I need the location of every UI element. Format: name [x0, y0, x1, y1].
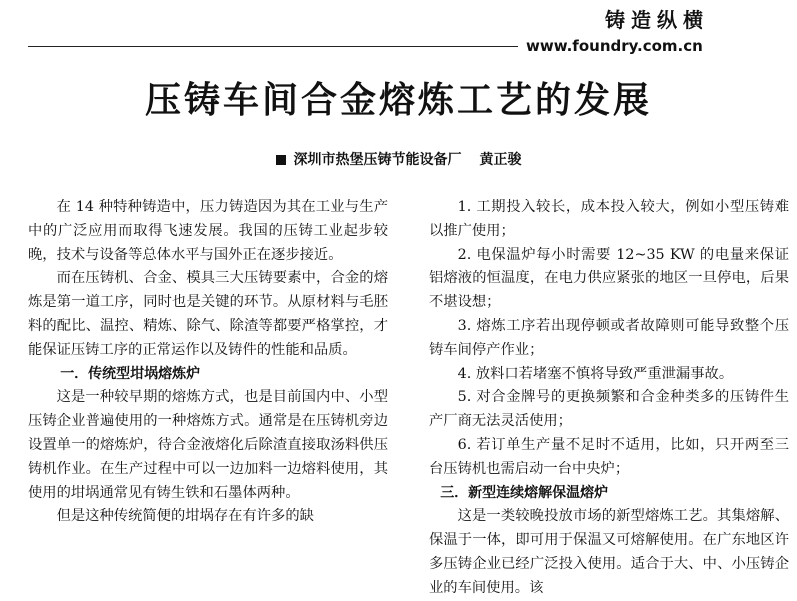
affiliation: 深圳市热堡压铸节能设备厂 — [293, 152, 462, 168]
right-column — [429, 196, 789, 601]
bullet-square-icon — [276, 155, 286, 165]
author: 黄正骏 — [479, 152, 522, 168]
list-item: 1. 工期投入较长，成本投入较大，例如小型压铸难以推广使用； — [429, 199, 789, 239]
list-item: 2. 电保温炉每小时需要 12~35 KW 的电量来保证铝熔液的恒温度，在电力供应紧张的地区一旦停电，后果不堪设想； — [429, 246, 789, 311]
byline — [0, 149, 797, 169]
list-item: 6. 若订单生产量不足时不适用，比如，只开两至三台压铸机也需启动一台中央炉； — [429, 436, 789, 477]
journal-brand: 铸造纵横 — [605, 8, 709, 32]
paragraph: 而在压铸机、合金、模具三大压铸要素中，合金的熔炼是第一道工序，同时也是关键的环节。从原材料与毛胚料的配比、温控、精炼、除气、除渣等都要严格掌控，才能保证压铸工序的正常运作以及铸件的性能和品质。 — [28, 270, 388, 358]
header-rule — [28, 46, 518, 47]
article-title: 压铸车间合金熔炼工艺的发展 — [144, 80, 652, 121]
paragraph: 这是一类较晚投放市场的新型熔炼工艺。其集熔解、保温于一体，即可用于保温又可熔解使用。在广东地区许多压铸企业已经广泛投入使用。适合于大、中、小压铸企业的车间使用。该 — [429, 508, 789, 596]
section-heading: 三．新型连续熔解保温熔炉 — [440, 484, 609, 501]
paragraph: 但是这种传统简便的坩埚存在有许多的缺 — [56, 508, 314, 525]
list-item: 5. 对合金牌号的更换频繁和合金种类多的压铸件生产厂商无法灵活使用； — [429, 389, 789, 430]
list-item: 3. 熔炼工序若出现停顿或者故障则可能导致整个压铸车间停产作业； — [429, 317, 789, 358]
section-heading: 一．传统型坩埚熔炼炉 — [60, 365, 201, 382]
left-column — [28, 196, 388, 529]
list-item: 4. 放料口若堵塞不慎将导致严重泄漏事故。 — [457, 365, 734, 382]
paragraph: 在 14 种特种铸造中，压力铸造因为其在工业与生产中的广泛应用而取得飞速发展。我国的压铸工业起步较晚，技术与设备等总体水平与国外正在逐步接近。 — [28, 199, 388, 263]
journal-url[interactable]: www.foundry.com.cn — [526, 37, 703, 55]
paragraph: 这是一种较早期的熔炼方式，也是目前国内中、小型压铸企业普遍使用的一种熔炼方式。通常是在压铸机旁边设置单一的熔炼炉，待合金液熔化后除渣直接取汤料供压铸机作业。在生产过程中可以一边加料一边熔料使用，其使用的坩埚通常见有铸生铁和石墨体两种。 — [28, 389, 388, 501]
